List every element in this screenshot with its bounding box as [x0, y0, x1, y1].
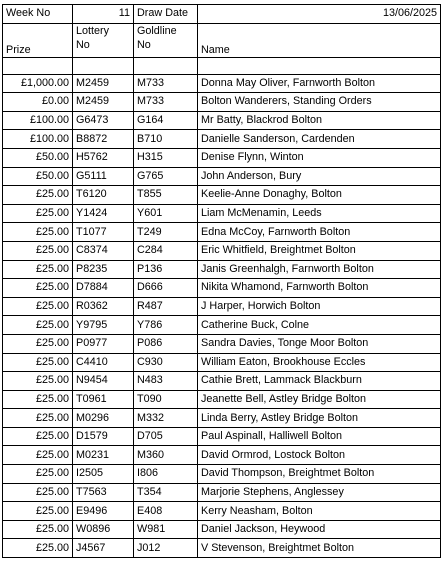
name-cell: William Eaton, Brookhouse Eccles — [198, 353, 441, 372]
table-row — [3, 316, 441, 335]
lottery-cell: E9496 — [73, 502, 134, 521]
lottery-cell: D1579 — [73, 427, 134, 446]
goldline-cell: M733 — [134, 93, 198, 112]
table-row — [3, 483, 441, 502]
table-row — [3, 390, 441, 409]
prize-cell: £25.00 — [3, 353, 73, 372]
goldline-cell: B710 — [134, 130, 198, 149]
lottery-cell: T1077 — [73, 223, 134, 242]
lottery-header — [73, 23, 134, 57]
table-row — [3, 260, 441, 279]
table-row — [3, 372, 441, 391]
goldline-cell: T249 — [134, 223, 198, 242]
lottery-cell: T7563 — [73, 483, 134, 502]
lottery-cell: J4567 — [73, 539, 134, 558]
table-row — [3, 297, 441, 316]
goldline-cell: Y786 — [134, 316, 198, 335]
name-cell: David Ormrod, Lostock Bolton — [198, 446, 441, 465]
name-cell: V Stevenson, Breightmet Bolton — [198, 539, 441, 558]
name-cell: Bolton Wanderers, Standing Orders — [198, 93, 441, 112]
table-row — [3, 130, 441, 149]
lottery-cell: I2505 — [73, 465, 134, 484]
goldline-cell: H315 — [134, 148, 198, 167]
prize-header: Prize — [3, 23, 73, 57]
lottery-cell: Y1424 — [73, 204, 134, 223]
lottery-cell: P8235 — [73, 260, 134, 279]
goldline-header-line1: Goldline — [137, 24, 177, 37]
header-row — [3, 5, 441, 24]
name-cell: Kerry Neasham, Bolton — [198, 502, 441, 521]
prize-cell: £100.00 — [3, 130, 73, 149]
week-value: 11 — [73, 5, 134, 24]
name-cell: Linda Berry, Astley Bridge Bolton — [198, 409, 441, 428]
name-cell: Mr Batty, Blackrod Bolton — [198, 111, 441, 130]
lottery-cell: W0896 — [73, 520, 134, 539]
name-cell: Danielle Sanderson, Cardenden — [198, 130, 441, 149]
goldline-cell: T855 — [134, 186, 198, 205]
prize-cell: £25.00 — [3, 427, 73, 446]
prize-cell: £25.00 — [3, 186, 73, 205]
prize-cell: £50.00 — [3, 167, 73, 186]
name-cell: John Anderson, Bury — [198, 167, 441, 186]
prize-cell: £1,000.00 — [3, 74, 73, 93]
goldline-cell: D666 — [134, 279, 198, 298]
lottery-cell: Y9795 — [73, 316, 134, 335]
prize-cell: £25.00 — [3, 334, 73, 353]
lottery-header-line1: Lottery — [76, 24, 110, 37]
prize-cell: £25.00 — [3, 520, 73, 539]
goldline-cell: J012 — [134, 539, 198, 558]
draw-date-label: Draw Date — [134, 5, 198, 24]
prize-cell: £25.00 — [3, 204, 73, 223]
table-row — [3, 279, 441, 298]
prize-cell: £25.00 — [3, 223, 73, 242]
goldline-cell: M733 — [134, 74, 198, 93]
name-cell: Paul Aspinall, Halliwell Bolton — [198, 427, 441, 446]
table-row — [3, 465, 441, 484]
table-row — [3, 409, 441, 428]
goldline-cell: G765 — [134, 167, 198, 186]
prize-cell: £25.00 — [3, 446, 73, 465]
week-label: Week No — [3, 5, 73, 24]
goldline-cell: E408 — [134, 502, 198, 521]
name-header: Name — [198, 23, 441, 57]
prize-cell: £25.00 — [3, 390, 73, 409]
lottery-cell: M0231 — [73, 446, 134, 465]
table-row — [3, 353, 441, 372]
goldline-cell: P136 — [134, 260, 198, 279]
lottery-cell: M0296 — [73, 409, 134, 428]
draw-date-value: 13/06/2025 — [198, 5, 441, 24]
name-cell: Liam McMenamin, Leeds — [198, 204, 441, 223]
name-cell: Marjorie Stephens, Anglessey — [198, 483, 441, 502]
lottery-cell: H5762 — [73, 148, 134, 167]
name-cell: Catherine Buck, Colne — [198, 316, 441, 335]
goldline-cell: T090 — [134, 390, 198, 409]
goldline-cell: I806 — [134, 465, 198, 484]
table-row — [3, 74, 441, 93]
table-row — [3, 93, 441, 112]
name-cell: Daniel Jackson, Heywood — [198, 520, 441, 539]
table-row — [3, 167, 441, 186]
lottery-cell: C4410 — [73, 353, 134, 372]
prize-cell: £25.00 — [3, 465, 73, 484]
prize-cell: £25.00 — [3, 539, 73, 558]
lottery-cell: B8872 — [73, 130, 134, 149]
lottery-cell: G5111 — [73, 167, 134, 186]
name-cell: Donna May Oliver, Farnworth Bolton — [198, 74, 441, 93]
goldline-cell: T354 — [134, 483, 198, 502]
lottery-header-line2: No — [76, 38, 90, 51]
goldline-cell: C930 — [134, 353, 198, 372]
table-row — [3, 223, 441, 242]
name-cell: Janis Greenhalgh, Farnworth Bolton — [198, 260, 441, 279]
table-row — [3, 204, 441, 223]
prize-cell: £25.00 — [3, 483, 73, 502]
lottery-cell: N9454 — [73, 372, 134, 391]
name-cell: J Harper, Horwich Bolton — [198, 297, 441, 316]
table-row — [3, 520, 441, 539]
goldline-cell: C284 — [134, 241, 198, 260]
goldline-cell: D705 — [134, 427, 198, 446]
goldline-cell: R487 — [134, 297, 198, 316]
table-row — [3, 334, 441, 353]
table-row — [3, 539, 441, 558]
prize-cell: £100.00 — [3, 111, 73, 130]
goldline-header — [134, 23, 198, 57]
table-row — [3, 502, 441, 521]
goldline-header-line2: No — [137, 38, 151, 51]
table-row — [3, 111, 441, 130]
goldline-cell: W981 — [134, 520, 198, 539]
prize-cell: £25.00 — [3, 241, 73, 260]
table-row — [3, 446, 441, 465]
prize-cell: £25.00 — [3, 297, 73, 316]
blank-cell — [198, 57, 441, 74]
goldline-cell: Y601 — [134, 204, 198, 223]
lottery-cell: T6120 — [73, 186, 134, 205]
goldline-cell: M332 — [134, 409, 198, 428]
lottery-cell: M2459 — [73, 93, 134, 112]
prize-cell: £0.00 — [3, 93, 73, 112]
lottery-cell: R0362 — [73, 297, 134, 316]
name-cell: Sandra Davies, Tonge Moor Bolton — [198, 334, 441, 353]
lottery-cell: T0961 — [73, 390, 134, 409]
goldline-cell: P086 — [134, 334, 198, 353]
lottery-cell: C8374 — [73, 241, 134, 260]
prize-cell: £25.00 — [3, 502, 73, 521]
name-cell: Keelie-Anne Donaghy, Bolton — [198, 186, 441, 205]
results-table — [2, 4, 441, 558]
table-row — [3, 241, 441, 260]
name-cell: David Thompson, Breightmet Bolton — [198, 465, 441, 484]
prize-cell: £25.00 — [3, 372, 73, 391]
goldline-cell: N483 — [134, 372, 198, 391]
goldline-cell: G164 — [134, 111, 198, 130]
name-cell: Denise Flynn, Winton — [198, 148, 441, 167]
column-header-row — [3, 23, 441, 57]
name-cell: Eric Whitfield, Breightmet Bolton — [198, 241, 441, 260]
blank-cell — [3, 57, 73, 74]
table-row — [3, 186, 441, 205]
prize-cell: £25.00 — [3, 260, 73, 279]
name-cell: Edna McCoy, Farnworth Bolton — [198, 223, 441, 242]
blank-cell — [134, 57, 198, 74]
name-cell: Nikita Whamond, Farnworth Bolton — [198, 279, 441, 298]
lottery-cell: P0977 — [73, 334, 134, 353]
table-row — [3, 148, 441, 167]
prize-cell: £25.00 — [3, 409, 73, 428]
name-cell: Cathie Brett, Lammack Blackburn — [198, 372, 441, 391]
lottery-cell: D7884 — [73, 279, 134, 298]
prize-cell: £50.00 — [3, 148, 73, 167]
lottery-cell: M2459 — [73, 74, 134, 93]
prize-cell: £25.00 — [3, 316, 73, 335]
blank-row — [3, 57, 441, 74]
table-row — [3, 427, 441, 446]
lottery-cell: G6473 — [73, 111, 134, 130]
prize-cell: £25.00 — [3, 279, 73, 298]
name-cell: Jeanette Bell, Astley Bridge Bolton — [198, 390, 441, 409]
blank-cell — [73, 57, 134, 74]
goldline-cell: M360 — [134, 446, 198, 465]
